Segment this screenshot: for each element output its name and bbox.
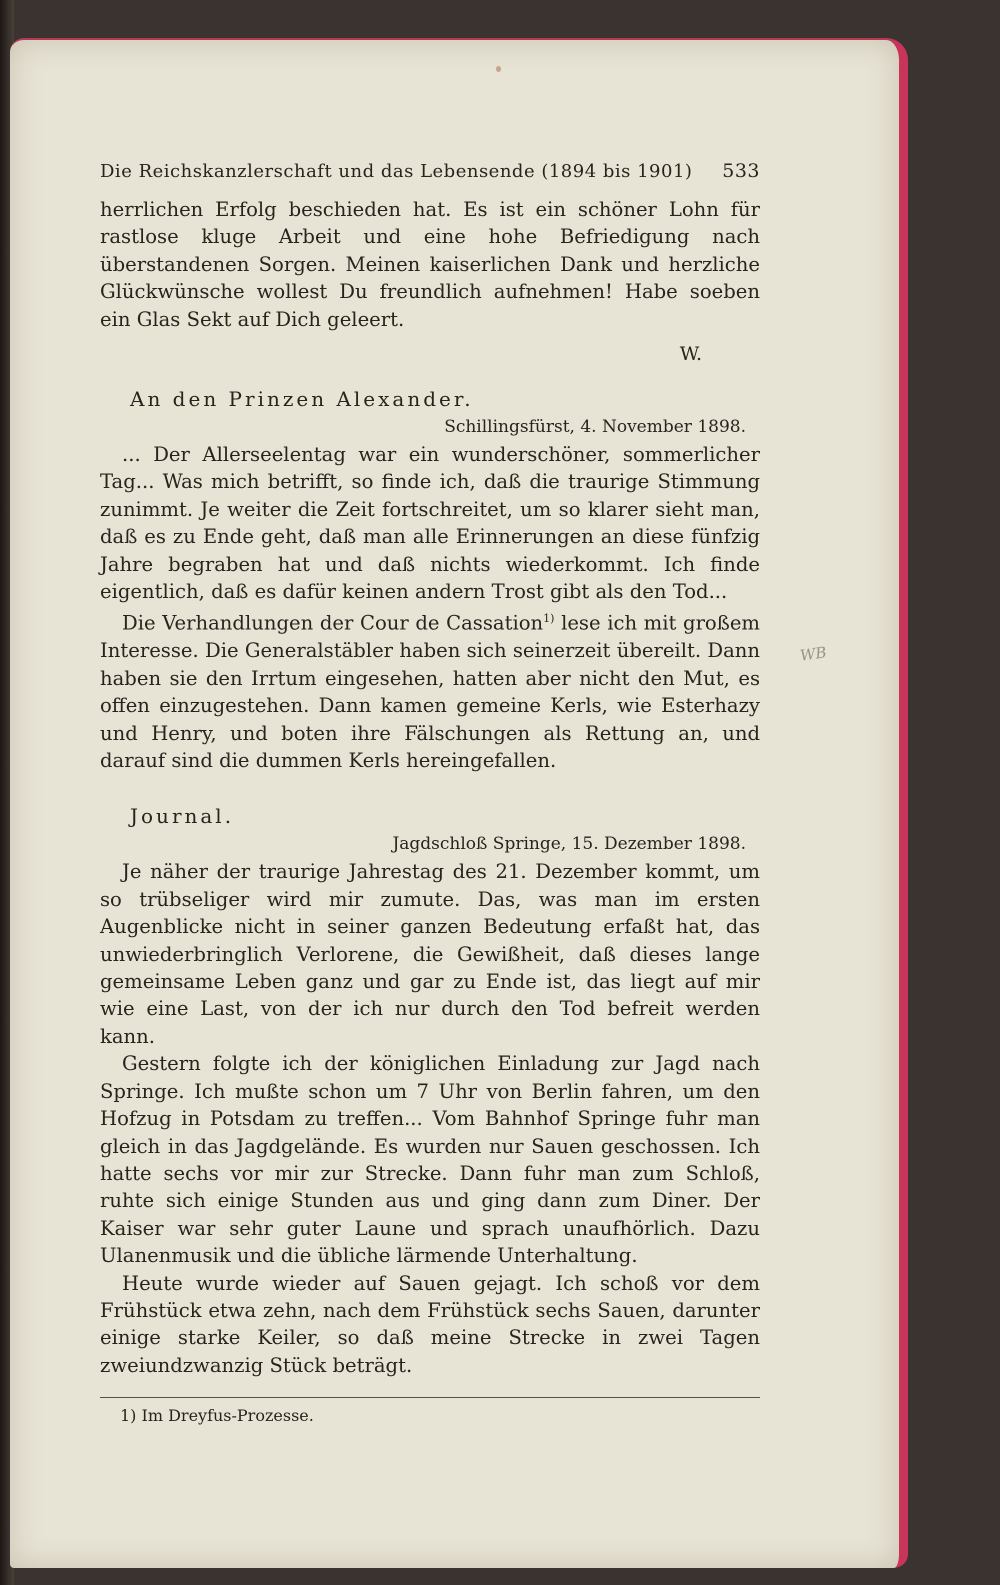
paragraph-text-after-note: lese ich mit großem Interesse. Die Generalstäbler haben sich seinerzeit übereilt. Dann haben sie den Irrtum eingesehen, hatten aber nicht den Mut, es offen einzugestehen. Dann kamen gemeine Kerls, wie Esterhazy und Henry, und boten ihre Fälschungen als Rettung an, und darauf sind die dummen Kerls hereingefallen.: [100, 612, 760, 773]
journal-paragraph-3: Heute wurde wieder auf Sauen gejagt. Ich schoß vor dem Frühstück etwa zehn, nach dem Frühstück sechs Sauen, darunter einige starke Keiler, so daß meine Strecke in zwei Tagen zweiundzwanzig Stück beträgt.: [100, 1271, 760, 1377]
dateline-springe: Jagdschloß Springe, 15. Dezember 1898.: [392, 834, 746, 855]
paper-speck: [496, 66, 501, 72]
section-title-alexander: An den Prinzen Alexander.: [130, 387, 474, 412]
journal-paragraph-2: Gestern folgte ich der königlichen Einladung zur Jagd nach Springe. Ich mußte schon um 7 Uhr von Berlin fahren, um den Hofzug in Potsdam zu treffen... Vom Bahnhof Springe fuhr man gleich in das Jagdgelände. Es wurden nur Sauen geschossen. Ich hatte sechs vor mir zur Strecke. Dann fuhr man zum Schloß, ruhte sich einige Stunden aus und ging dann zum Diner. Der Kaiser war sehr guter Laune und sprach unaufhörlich. Dazu Ulanenmusik und die übliche lärmende Unterhaltung.: [100, 1052, 760, 1268]
footnote-marker: 1): [543, 612, 555, 626]
text-column: [100, 160, 760, 1425]
running-head: [100, 160, 760, 182]
dateline-schillingsfuerst: Schillingsfürst, 4. November 1898.: [444, 417, 746, 438]
letter-paragraph-1: ... Der Allerseelentag war ein wunderschöner, sommerlicher Tag... Was mich betrifft, so finde ich, daß die traurige Stimmung zunimmt. Je weiter die Zeit fortschreitet, um so klarer sieht man, daß es zu Ende geht, daß man alle Erinnerungen an diese fünfzig Jahre begraben hat und daß nichts wiederkommt. Ich finde eigentlich, daß es dafür keinen andern Trost gibt als den Tod...: [100, 443, 760, 604]
page-number: 533: [722, 160, 760, 182]
running-title: Die Reichskanzlerschaft und das Lebensende (1894 bis 1901): [100, 161, 693, 182]
footnote: 1) Im Dreyfus-Prozesse.: [120, 1406, 314, 1426]
footnote-rule: [100, 1397, 760, 1398]
paragraph-text-before-note: Die Verhandlungen der Cour de Cassation: [122, 612, 544, 635]
signature: W.: [679, 343, 702, 366]
continued-paragraph: herrlichen Erfolg beschieden hat. Es ist ein schöner Lohn für rastlose kluge Arbeit und eine hohe Befriedigung nach überstandenen Sorgen. Meinen kaiserlichen Dank und herzliche Glückwünsche wollest Du freundlich aufnehmen! Habe soeben ein Glas Sekt auf Dich geleert.: [100, 198, 760, 331]
pencil-margin-note: WB: [798, 643, 828, 665]
journal-paragraph-1: Je näher der traurige Jahrestag des 21. Dezember kommt, um so trübseliger wird mir zumute. Das, was man im ersten Augenblicke nicht in seiner ganzen Bedeutung erfaßt hat, das unwiederbringlich Verlorene, die Gewißheit, daß dieses lange gemeinsame Leben ganz und gar zu Ende ist, das liegt auf mir wie eine Last, von der ich nur durch den Tod befreit werden kann.: [100, 860, 760, 1048]
section-title-journal: Journal.: [130, 804, 235, 829]
letter-paragraph-2: [100, 605, 760, 774]
book-page: [10, 38, 908, 1568]
